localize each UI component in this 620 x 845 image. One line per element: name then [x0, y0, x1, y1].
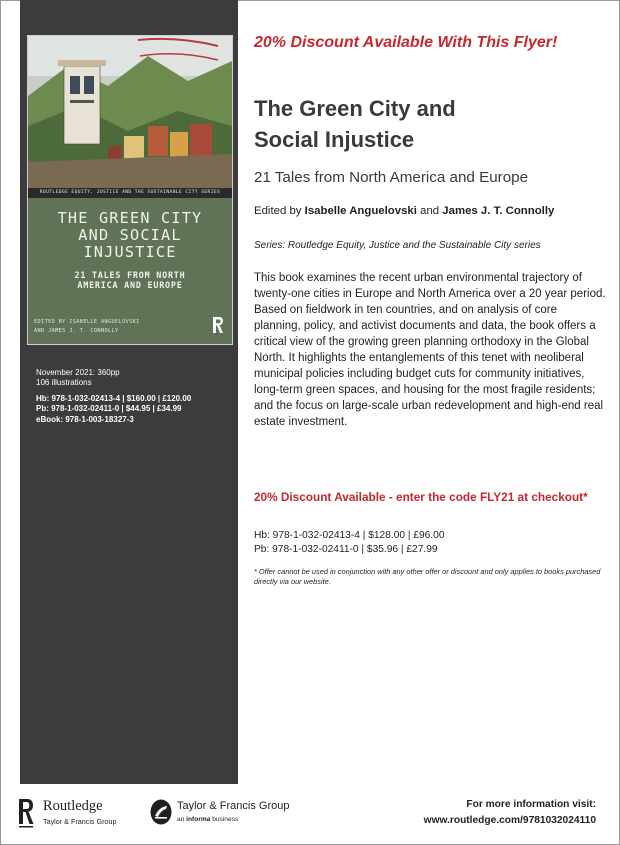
discount-code-heading: 20% Discount Available - enter the code FLY21 at checkout*	[254, 490, 588, 504]
routledge-name: Routledge	[43, 798, 103, 814]
editor-name: Isabelle Anguelovski	[304, 205, 417, 217]
paperback-price: Pb: 978-1-032-02411-0 | $44.95 | £34.99	[36, 404, 182, 414]
edited-by-label: Edited by	[254, 205, 302, 217]
routledge-tagline: Taylor & Francis Group	[43, 817, 117, 826]
taylor-francis-icon	[150, 799, 172, 825]
routledge-logo	[18, 796, 138, 832]
and-label: and	[420, 205, 440, 217]
illustrations-count: 106 illustrations	[36, 378, 92, 388]
cover-title: THE GREEN CITY AND SOCIAL INJUSTICE	[57, 209, 203, 261]
hardback-price: Hb: 978-1-032-02413-4 | $160.00 | £120.00	[36, 393, 192, 403]
book-description: This book examines the recent urban environmental trajectory of twenty-one cities in Europe and North America over a 20 year period. Based on fieldwork in ten countries, and on analysis of core planning, policy, and activist documents and data, the book offers a critical view of the growing green planning orthodoxy in the Global North. It highlights the entanglements of this tenet with neoliberal municipal policies including budget cuts for community initiatives, long-term green spaces, and housing for the most fragile residents; and the focus on large-scale urban redevelopment and high-end real estate investment.	[254, 272, 606, 428]
more-info-label: For more information visit:	[466, 799, 596, 810]
cover-series-strip: ROUTLEDGE EQUITY, JUSTICE AND THE SUSTAINABLE CITY SERIES	[28, 188, 232, 198]
cover-title-panel	[28, 198, 232, 344]
book-subtitle: 21 Tales from North America and Europe	[254, 169, 529, 186]
discounted-paperback-price: Pb: 978-1-032-02411-0 | $35.96 | £27.99	[254, 544, 438, 555]
more-info	[424, 797, 596, 829]
discounted-hardback-price: Hb: 978-1-032-02413-4 | $128.00 | £96.00	[254, 530, 445, 541]
book-series: Series: Routledge Equity, Justice and the Sustainable City series	[254, 240, 541, 251]
publication-info	[36, 368, 236, 425]
discounted-prices	[254, 529, 445, 557]
taylor-francis-logo	[150, 796, 320, 832]
cover-artwork	[28, 36, 232, 188]
ebook-isbn: eBook: 978-1-003-18327-3	[36, 414, 134, 424]
publication-date: November 2021: 360pp	[36, 368, 120, 377]
taylor-francis-name: Taylor & Francis Group	[177, 800, 290, 812]
more-info-url[interactable]: www.routledge.com/9781032024110	[423, 815, 596, 826]
routledge-r-icon	[210, 315, 226, 335]
list-prices	[36, 394, 236, 425]
offer-terms-note: * Offer cannot be used in conjunction with any other offer or discount and only applies to books purchased directly via our website.	[254, 567, 601, 586]
routledge-r-icon	[18, 796, 36, 830]
book-title: The Green City and Social Injustice	[254, 96, 456, 152]
book-editors	[254, 205, 554, 217]
cover-editors: EDITED BY ISABELLE ANGUELOVSKI AND JAMES J. T. CONNOLLY	[34, 319, 140, 334]
book-cover	[27, 35, 233, 345]
flyer-discount-banner: 20% Discount Available With This Flyer!	[254, 34, 558, 51]
editor-name: James J. T. Connolly	[442, 205, 555, 217]
cover-subtitle: 21 TALES FROM NORTH AMERICA AND EUROPE	[74, 270, 186, 290]
informa-tagline: an informa business	[177, 816, 239, 823]
